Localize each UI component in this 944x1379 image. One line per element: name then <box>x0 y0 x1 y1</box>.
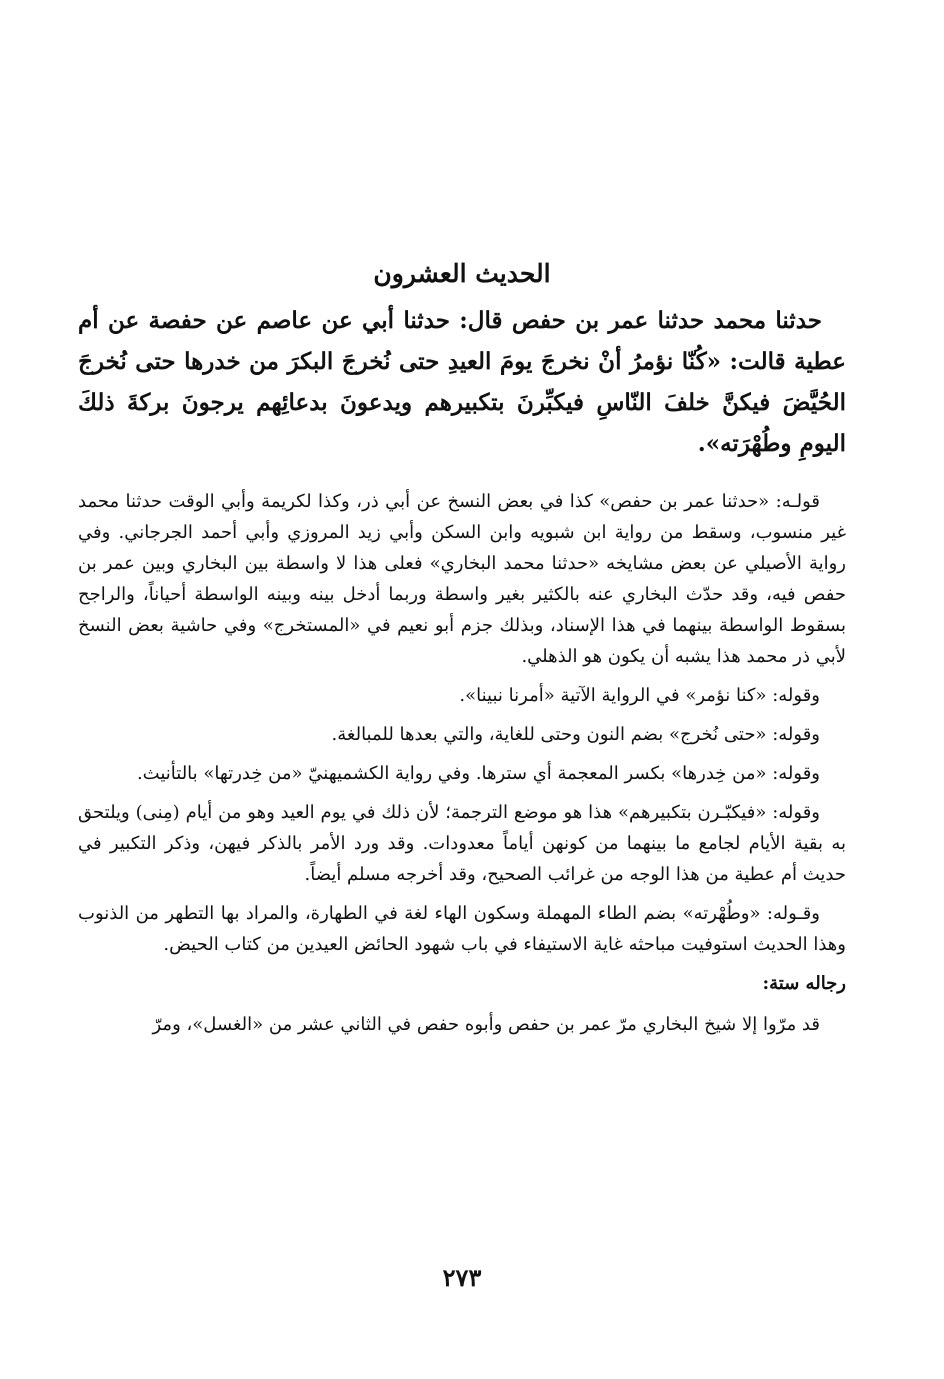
commentary-paragraph: قولـه: «حدثنا عمر بن حفص» كذا في بعض النسخ عن أبي ذر، وكذا لكريمة وأبي الوقت حدثنا محمد غير منسوب، وسقط من رواية ابن شبويه وابن السكن وأبي زيد المروزي وأبي أحمد الجرجاني. وفي رواية الأصيلي عن بعض مشايخه «حدثنا محمد البخاري» فعلى هذا لا واسطة بين البخاري وبين عمر بن حفص فيه، وقد حدّث البخاري عنه بالكثير بغير واسطة وربما أدخل بينه وبينه الواسطة أحياناً، والراجح بسقوط الواسطة بينهما في هذا الإسناد، وبذلك جزم أبو نعيم في «المستخرج» وفي حاشية بعض النسخ لأبي ذر محمد هذا يشبه أن يكون هو الذهلي. <box>78 491 846 667</box>
commentary-paragraph: وقوله: «كنا نؤمر» في الرواية الآتية «أمرنا نبينا». <box>459 685 820 706</box>
commentary-paragraph: وقوله: «حتى نُخرج» بضم النون وحتى للغاية، والتي بعدها للمبالغة. <box>331 724 820 745</box>
page-number: ٢٧٣ <box>442 1263 482 1292</box>
commentary-paragraph: وقوله: «من خِدرها» بكسر المعجمة أي سترها. وفي رواية الكشميهنيّ «من خِدرتها» بالتأنيث. <box>136 763 820 784</box>
hadith-text: حدثنا محمد حدثنا عمر بن حفص قال: حدثنا أبي عن عاصم عن حفصة عن أم عطية قالت: «كُنّا نؤمرُ أنْ نخرجَ يومَ العيدِ حتى نُخرجَ البكرَ من خدرها حتى نُخرجَ الحُيَّضَ فيكنَّ خلفَ النّاسِ فيكبِّرنَ بتكبيرهم ويدعونَ بدعائِهم يرجونَ بركةَ ذلكَ اليومِ وطُهْرَته». <box>78 307 846 457</box>
narrators-section-title: رجاله ستة: <box>762 973 846 994</box>
page <box>78 0 846 1379</box>
closing-paragraph: قد مرّوا إلا شيخ البخاري مرّ عمر بن حفص وأبوه حفص في الثاني عشر من «الغسل»، ومرّ <box>152 1014 820 1035</box>
commentary <box>78 486 846 1048</box>
commentary-paragraph: وقوله: «فيكبّـرن بتكبيرهم» هذا هو موضع الترجمة؛ لأن ذلك في يوم العيد وهو من أيام (مِنى) ويلتحق به بقية الأيام لجامع ما بينهما من كونهن أياماً معدودات. وقد ورد الأمر بالذكر فيهن، وذكر التكبير في حديث أم عطية من هذا الوجه من غرائب الصحيح، وقد أخرجه مسلم أيضاً. <box>78 802 846 885</box>
chapter-heading: الحديث العشرون <box>373 259 551 288</box>
commentary-paragraph: وقـوله: «وطُهْرته» بضم الطاء المهملة وسكون الهاء لغة في الطهارة، والمراد بها التطهر من الذنوب وهذا الحديث استوفيت مباحثه غاية الاستيفاء في باب شهود الحائض العيدين من كتاب الحيض. <box>78 903 846 955</box>
